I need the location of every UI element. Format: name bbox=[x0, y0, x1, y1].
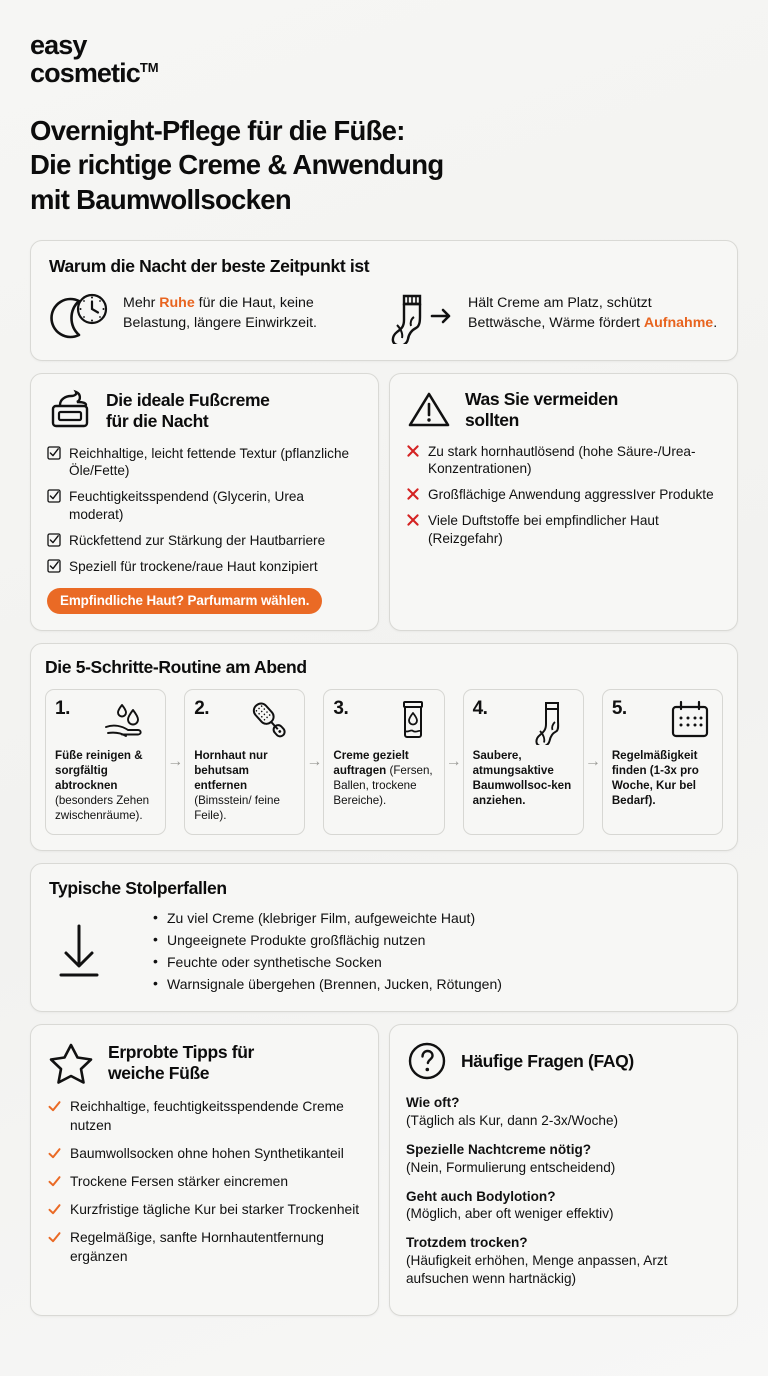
list-item: • Ungeeignete Produkte großflächig nutzen bbox=[153, 929, 502, 951]
highlight-aufnahme: Aufnahme bbox=[643, 314, 714, 331]
ideal-cream-card bbox=[30, 373, 379, 632]
faq-title: Häufige Fragen (FAQ) bbox=[461, 1050, 634, 1071]
ideal-cream-header bbox=[47, 389, 362, 433]
tips-header bbox=[47, 1040, 362, 1086]
checkbox-icon bbox=[47, 558, 61, 576]
faq-answer: (Häufigkeit erhöhen, Menge anpassen, Arzt aufsuchen wenn hartnäckig) bbox=[406, 1252, 668, 1286]
checkbox-icon bbox=[47, 445, 61, 481]
step-text: Hornhaut nur behutsam entfernen (Bimsstein/ feine Feile). bbox=[194, 749, 280, 822]
faq-item bbox=[406, 1141, 721, 1177]
step-number: 5. bbox=[611, 698, 627, 720]
avoid-header bbox=[406, 389, 721, 431]
faq-question: Spezielle Nachtcreme nötig? bbox=[406, 1141, 592, 1157]
x-mark-icon bbox=[406, 486, 420, 504]
step-number: 2. bbox=[194, 698, 210, 720]
tips-card bbox=[30, 1024, 379, 1315]
list-item: Reichhaltige, feuchtigkeitsspendende Creme nutzen bbox=[47, 1098, 362, 1134]
faq-card bbox=[389, 1024, 738, 1315]
list-item: Viele Duftstoffe bei empfindlicher Haut (Reizgefahr) bbox=[406, 512, 721, 548]
routine-step-4 bbox=[463, 689, 584, 835]
check-icon bbox=[47, 1229, 62, 1265]
routine-title: Die 5-Schritte-Routine am Abend bbox=[45, 657, 307, 678]
faq-header bbox=[406, 1040, 721, 1082]
headline-line-1: Overnight-Pflege für die Füße: bbox=[30, 114, 405, 146]
routine-step-1 bbox=[45, 689, 166, 835]
down-arrow-to-line-icon bbox=[49, 920, 109, 982]
why-night-right-text: Hält Creme am Platz, schützt Bettwäsche, Wärme fördert Aufnahme. bbox=[468, 294, 718, 331]
ideal-cream-list bbox=[47, 445, 362, 577]
list-item: Rückfettend zur Stärkung der Hautbarriere bbox=[47, 532, 362, 550]
x-mark-icon bbox=[406, 512, 420, 548]
step-arrow: → bbox=[584, 753, 601, 771]
list-item: Trockene Fersen stärker eincremen bbox=[47, 1173, 362, 1191]
faq-question: Geht auch Bodylotion? bbox=[406, 1188, 556, 1204]
why-night-left bbox=[49, 290, 384, 344]
faq-question: Trotzdem trocken? bbox=[406, 1235, 528, 1251]
x-mark-icon bbox=[406, 443, 420, 479]
question-circle-icon bbox=[406, 1040, 448, 1082]
list-item: Baumwollsocken ohne hohen Synthetikanteil bbox=[47, 1145, 362, 1163]
star-icon bbox=[47, 1040, 95, 1086]
why-night-right bbox=[384, 290, 719, 344]
brand-line-1: easy bbox=[30, 30, 87, 60]
sock-arrow-icon bbox=[384, 290, 456, 344]
avoid-card bbox=[389, 373, 738, 632]
cream-jar-icon bbox=[47, 389, 93, 433]
list-item: • Warnsignale übergehen (Brennen, Jucken, Rötungen) bbox=[153, 973, 502, 995]
list-item: Kurzfristige tägliche Kur bei starker Trockenheit bbox=[47, 1201, 362, 1219]
step-arrow: → bbox=[445, 753, 462, 771]
why-night-card bbox=[30, 240, 738, 361]
tips-title: Erprobte Tipps für weiche Füße bbox=[108, 1042, 255, 1084]
faq-item bbox=[406, 1234, 721, 1288]
step-arrow: → bbox=[167, 753, 184, 771]
trademark-symbol: TM bbox=[139, 59, 159, 75]
check-icon bbox=[47, 1098, 62, 1134]
faq-answer: (Nein, Formulierung entscheidend) bbox=[406, 1159, 616, 1175]
step-number: 4. bbox=[472, 698, 488, 720]
sensitive-skin-badge: Empfindliche Haut? Parfumarm wählen. bbox=[47, 588, 322, 614]
faq-answer: (Täglich als Kur, dann 2-3x/Woche) bbox=[406, 1113, 619, 1129]
pitfalls-list bbox=[153, 907, 502, 995]
warning-triangle-icon bbox=[406, 389, 452, 431]
foot-file-icon bbox=[243, 699, 295, 745]
pitfalls-card bbox=[30, 863, 738, 1012]
hand-water-drop-icon bbox=[100, 699, 156, 745]
list-item: Großflächige Anwendung aggressIver Produkte bbox=[406, 486, 721, 504]
step-text: Füße reinigen & sorgfältig abtrocknen (besonders Zehen zwischenräume). bbox=[55, 749, 150, 822]
routine-steps bbox=[45, 689, 723, 835]
brand-logo bbox=[30, 0, 738, 88]
tips-list bbox=[47, 1098, 362, 1265]
highlight-ruhe: Ruhe bbox=[159, 294, 195, 311]
page-title bbox=[30, 114, 738, 218]
routine-step-2 bbox=[184, 689, 305, 835]
avoid-title: Was Sie vermeiden sollten bbox=[465, 388, 618, 430]
pitfalls-title: Typische Stolperfallen bbox=[49, 877, 227, 898]
calendar-icon bbox=[667, 699, 713, 743]
faq-answer: (Möglich, aber oft weniger effektiv) bbox=[406, 1206, 614, 1222]
ideal-cream-title: Die ideale Fußcreme für die Nacht bbox=[106, 389, 270, 431]
check-icon bbox=[47, 1145, 62, 1163]
list-item: Reichhaltige, leicht fettende Textur (pflanzliche Öle/Fette) bbox=[47, 445, 362, 481]
headline-line-3: mit Baumwollsocken bbox=[30, 183, 291, 215]
checkbox-icon bbox=[47, 488, 61, 524]
sock-icon bbox=[530, 699, 574, 745]
step-text: Regelmäßigkeit finden (1-3x pro Woche, Kur bel Bedarf). bbox=[611, 749, 699, 807]
step-text: Saubere, atmungsaktive Baumwollsoc-ken anziehen. bbox=[472, 749, 572, 807]
why-night-left-text: Mehr Ruhe für die Haut, keine Belastung, längere Einwirkzeit. bbox=[123, 294, 317, 331]
step-number: 3. bbox=[333, 698, 349, 720]
list-item: • Zu viel Creme (klebriger Film, aufgeweichte Haut) bbox=[153, 907, 502, 929]
why-night-title: Warum die Nacht der beste Zeitpunkt ist bbox=[49, 255, 370, 276]
step-number: 1. bbox=[55, 698, 70, 720]
cream-tube-icon bbox=[391, 699, 435, 745]
checkbox-icon bbox=[47, 532, 61, 550]
step-arrow: → bbox=[306, 753, 323, 771]
check-icon bbox=[47, 1201, 62, 1219]
headline-line-2: Die richtige Creme & Anwendung bbox=[30, 149, 444, 181]
list-item: Speziell für trockene/raue Haut konzipiert bbox=[47, 558, 362, 576]
brand-line-2: cosmetic™ bbox=[30, 57, 159, 88]
step-text: Creme gezielt auftragen (Fersen, Ballen, trockene Bereiche). bbox=[333, 749, 433, 807]
list-item: Zu stark hornhautlösend (hohe Säure-/Urea-Konzentrationen) bbox=[406, 443, 721, 479]
faq-question: Wie oft? bbox=[406, 1095, 460, 1111]
list-item: Feuchtigkeitsspendend (Glycerin, Urea moderat) bbox=[47, 488, 362, 524]
faq-item bbox=[406, 1188, 721, 1224]
moon-clock-icon bbox=[49, 290, 111, 342]
avoid-list bbox=[406, 443, 721, 549]
routine-card bbox=[30, 643, 738, 851]
list-item: Regelmäßige, sanfte Hornhautentfernung ergänzen bbox=[47, 1229, 362, 1265]
list-item: • Feuchte oder synthetische Socken bbox=[153, 951, 502, 973]
routine-step-3 bbox=[323, 689, 444, 835]
check-icon bbox=[47, 1173, 62, 1191]
routine-step-5 bbox=[602, 689, 723, 835]
faq-item bbox=[406, 1094, 721, 1130]
faq-list bbox=[406, 1094, 721, 1287]
